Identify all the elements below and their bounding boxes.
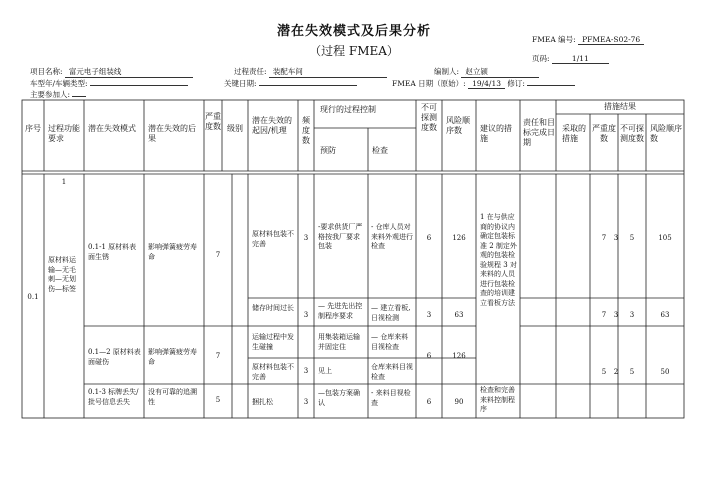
severity-1: 7 [215,251,221,259]
col-header-seq: 序号 [25,124,41,133]
project-name-label: 项目名称: [30,67,63,76]
col-header-result-rpn: 风险顺序数 [650,124,682,143]
result-severity-2: 7 [601,311,607,319]
col-header-severity: 严重度数 [205,112,221,131]
prevention-2: — 先进先出控制程序要求 [318,302,363,320]
col-header-result-detectability: 不可探测度数 [620,124,644,143]
detection-5: - 来料目视检查 [371,389,411,407]
prevention-4: 见上 [318,367,332,375]
detectability-3: 6 [426,352,432,360]
fmea-number-label: FMEA 编号: [532,35,576,44]
project-name-value: 富元电子组装线 [65,66,193,78]
occurrence-1: 3 [303,234,309,242]
process-owner-value: 装配车间 [269,66,387,78]
col-header-results: 措施结果 [604,102,636,111]
row-seq: 0.1 [27,293,39,301]
prevention-3: 用集装箱运输并固定住 [318,333,360,351]
failure-mode-2: 0.1—2 原材料表面碰伤 [88,348,141,366]
document-title: 潜在失效模式及后果分析 [276,24,431,39]
process-function: 原材料运输—无毛刺—无划伤—标签 [48,256,76,293]
revision-label: 修订: [507,79,525,88]
col-header-detection: 检查 [372,146,388,155]
effect-3: 没有可靠的追溯性 [148,388,197,406]
result-occurrence-1: 3 [613,234,619,242]
detection-1: - 仓库人员对来料外观进行检查 [371,223,413,250]
rpn-5: 90 [454,398,464,406]
col-header-cause: 潜在失效的起因/机理 [252,116,292,135]
occurrence-4: 3 [303,367,309,375]
col-header-failure-mode: 潜在失效模式 [88,124,136,133]
result-severity-3: 5 [601,368,607,376]
document-subtitle: （过程 FMEA） [309,44,399,58]
detectability-5: 6 [426,398,432,406]
participants-label: 主要参加人: [30,90,71,99]
prevention-1: -要求供货厂严格按我厂要求包装 [318,223,363,250]
detection-3: — 仓库来料目视检查 [371,333,409,351]
preparer-label: 编制人: [434,67,460,76]
preparer-value: 赵立颍 [461,66,539,78]
detectability-2: 3 [426,311,432,319]
occurrence-5: 3 [303,398,309,406]
failure-mode-3: 0.1-3 标牌丢失/批号信息丢失 [88,388,139,406]
vehicle-model-label: 车型年/车辆类型: [30,79,88,88]
result-occurrence-2: 3 [613,311,619,319]
process-owner-label: 过程责任: [234,67,267,76]
col-header-responsibility: 责任和目标完成日期 [523,118,555,147]
cause-2: 储存时间过长 [252,304,294,312]
cause-5: 捆扎松 [252,398,273,406]
fmea-number-value: PFMEA-S02-76 [578,35,644,45]
recommended-action-2: 检查和完善来料控制程序 [480,386,515,413]
col-header-rpn: 风险顺序数 [446,116,470,135]
cause-1: 原材料包装不完善 [252,230,294,248]
result-rpn-3: 50 [660,368,670,376]
result-rpn-1: 105 [658,234,672,242]
key-date-label: 关键日期: [224,79,257,88]
result-detectability-1: 5 [629,234,635,242]
col-header-recommended: 建议的措施 [480,124,512,143]
severity-2: 7 [215,352,221,360]
severity-3: 5 [215,396,221,404]
col-header-prevention: 预防 [320,146,336,155]
col-header-function: 过程功能要求 [48,124,80,143]
col-header-detectability: 不可探测度数 [421,103,437,132]
col-header-controls: 现行的过程控制 [320,105,376,114]
detection-4: 仓库来料目视检查 [371,363,413,381]
effect-1: 影响弹簧疲劳寿命 [148,243,197,261]
detectability-1: 6 [426,234,432,242]
detection-2: — 建立看板,日视检测 [371,304,411,322]
result-occurrence-3: 2 [613,368,619,376]
effect-2: 影响弹簧疲劳寿命 [148,348,197,366]
recommended-action-1: 1 在与供应商的协议内确定包装标准 2 制定外观的包装检验规程 3 对来料的人员进行包装检查的培训建立看板方法 [480,213,517,307]
fmea-date-value: 19/4/13 [468,79,505,89]
rpn-1: 126 [452,234,466,242]
prevention-5: —包装方案确认 [318,389,360,407]
step-number: 1 [61,178,67,186]
page-number-value: 1/11 [552,54,609,64]
rpn-2: 63 [454,311,464,319]
occurrence-2: 3 [303,311,309,319]
result-rpn-2: 63 [660,311,670,319]
cause-4: 原材料包装不完善 [252,363,294,381]
col-header-result-severity: 严重度数 [592,124,616,143]
col-header-class: 级别 [227,124,243,133]
result-detectability-3: 5 [629,368,635,376]
result-severity-1: 7 [601,234,607,242]
col-header-occurrence: 频度数 [302,116,310,145]
cause-3: 运输过程中发生碰撞 [252,333,294,351]
col-header-effect: 潜在失效的后果 [148,124,196,143]
failure-mode-1: 0.1-1 原材料表面生锈 [88,243,137,261]
page-number-label: 页码: [532,54,550,63]
result-detectability-2: 3 [629,311,635,319]
rpn-3: 126 [452,352,466,360]
fmea-date-label: FMEA 日期（原始）: [392,79,466,88]
col-header-actions-taken: 采取的措施 [562,124,586,143]
